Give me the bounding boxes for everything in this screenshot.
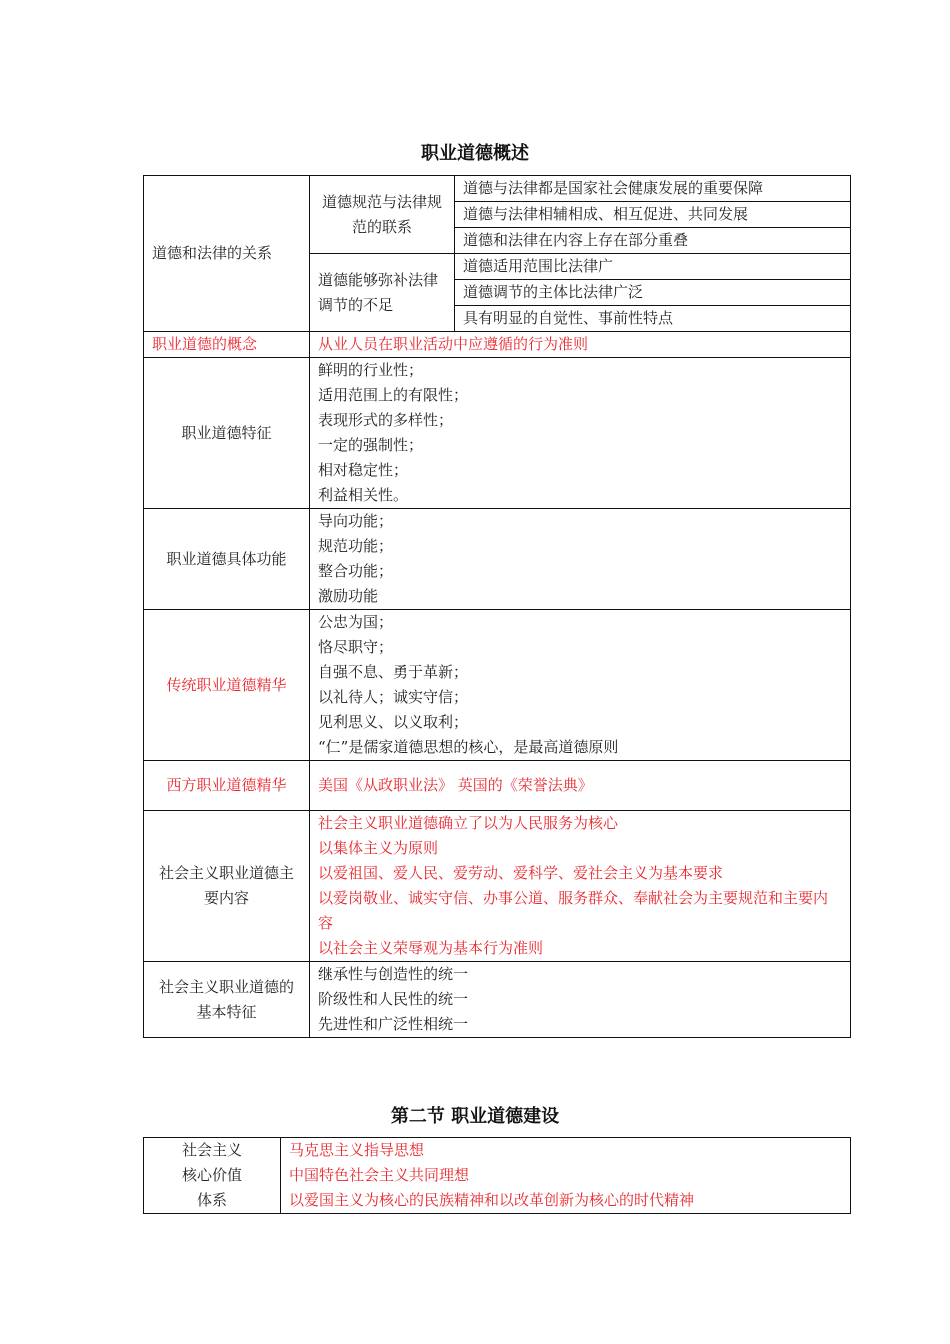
row-content (310, 610, 851, 761)
row-content (310, 761, 851, 811)
list-item: 鲜明的行业性； (318, 361, 424, 379)
list-item: 利益相关性。 (318, 486, 409, 504)
row-label: 社会主义职业道德的基本特征 (144, 962, 310, 1038)
list-item: 表现形式的多样性； (318, 411, 454, 429)
list-item: 道德适用范围比法律广 (455, 254, 851, 280)
list-item: 美国《从政职业法》 英国的《荣誉法典》 (318, 776, 593, 794)
list-item: 见利思义、以义取利； (318, 713, 469, 731)
list-item: 以社会主义荣辱观为基本行为准则 (318, 939, 544, 957)
list-item: 中国特色社会主义共同理想 (289, 1166, 470, 1184)
overview-table (143, 175, 851, 1038)
list-item: 道德与法律都是国家社会健康发展的重要保障 (455, 176, 851, 202)
row-content (281, 1138, 851, 1214)
list-item: 规范功能； (318, 537, 394, 555)
table-row (144, 610, 851, 761)
list-item: 道德调节的主体比法律广泛 (455, 280, 851, 306)
list-item: 激励功能 (318, 587, 379, 605)
table-row (144, 811, 851, 962)
list-item: 先进性和广泛性相统一 (318, 1015, 469, 1033)
label-line: 核心价值 (181, 1166, 242, 1184)
table-row (144, 509, 851, 610)
row-label: 西方职业道德精华 (144, 761, 310, 811)
table-row (144, 332, 851, 358)
construction-table (143, 1137, 851, 1214)
row-label: 社会主义职业道德主要内容 (144, 811, 310, 962)
list-item: 适用范围上的有限性； (318, 386, 469, 404)
row-label-relation: 道德和法律的关系 (144, 176, 310, 332)
row-content (310, 509, 851, 610)
list-item: 以爱岗敬业、诚实守信、办事公道、服务群众、奉献社会为主要规范和主要内容 (318, 889, 829, 932)
row-content (310, 358, 851, 509)
row-content (310, 962, 851, 1038)
row-content (310, 811, 851, 962)
label-line: 体系 (196, 1191, 227, 1209)
list-item: 导向功能； (318, 512, 394, 530)
list-item: 整合功能； (318, 562, 394, 580)
list-item: “仁”是儒家道德思想的核心，是最高道德原则 (318, 738, 619, 756)
table-row (144, 176, 851, 202)
list-item: 以集体主义为原则 (318, 839, 439, 857)
table-row (144, 962, 851, 1038)
list-item: 恪尽职守； (318, 638, 394, 656)
list-item: 马克思主义指导思想 (289, 1141, 425, 1159)
subgroup-label: 道德规范与法律规范的联系 (310, 176, 455, 254)
label-line: 社会主义 (181, 1141, 242, 1159)
list-item: 以爱国主义为核心的民族精神和以改革创新为核心的时代精神 (289, 1191, 695, 1209)
row-label (144, 1138, 281, 1214)
row-content (310, 332, 851, 358)
table-row (144, 1138, 851, 1214)
row-label: 职业道德的概念 (144, 332, 310, 358)
list-item: 社会主义职业道德确立了以为人民服务为核心 (318, 814, 619, 832)
page-title: 职业道德概述 (421, 143, 529, 164)
list-item: 以爱祖国、爱人民、爱劳动、爱科学、爱社会主义为基本要求 (318, 864, 724, 882)
row-label: 职业道德具体功能 (144, 509, 310, 610)
list-item: 自强不息、勇于革新； (318, 663, 469, 681)
list-item: 以礼待人；诚实守信； (318, 688, 469, 706)
list-item: 相对稳定性； (318, 461, 409, 479)
list-item: 公忠为国； (318, 613, 394, 631)
row-label: 职业道德特征 (144, 358, 310, 509)
list-item: 继承性与创造性的统一 (318, 965, 469, 983)
table-row (144, 761, 851, 811)
table-row (144, 358, 851, 509)
row-label: 传统职业道德精华 (144, 610, 310, 761)
list-item: 一定的强制性； (318, 436, 424, 454)
list-item: 道德与法律相辅相成、相互促进、共同发展 (455, 202, 851, 228)
list-item: 具有明显的自觉性、事前性特点 (455, 306, 851, 332)
subgroup-label: 道德能够弥补法律调节的不足 (310, 254, 455, 332)
section-title: 第二节 职业道德建设 (390, 1106, 560, 1127)
list-item: 从业人员在职业活动中应遵循的行为准则 (318, 335, 589, 353)
list-item: 道德和法律在内容上存在部分重叠 (455, 228, 851, 254)
list-item: 阶级性和人民性的统一 (318, 990, 469, 1008)
